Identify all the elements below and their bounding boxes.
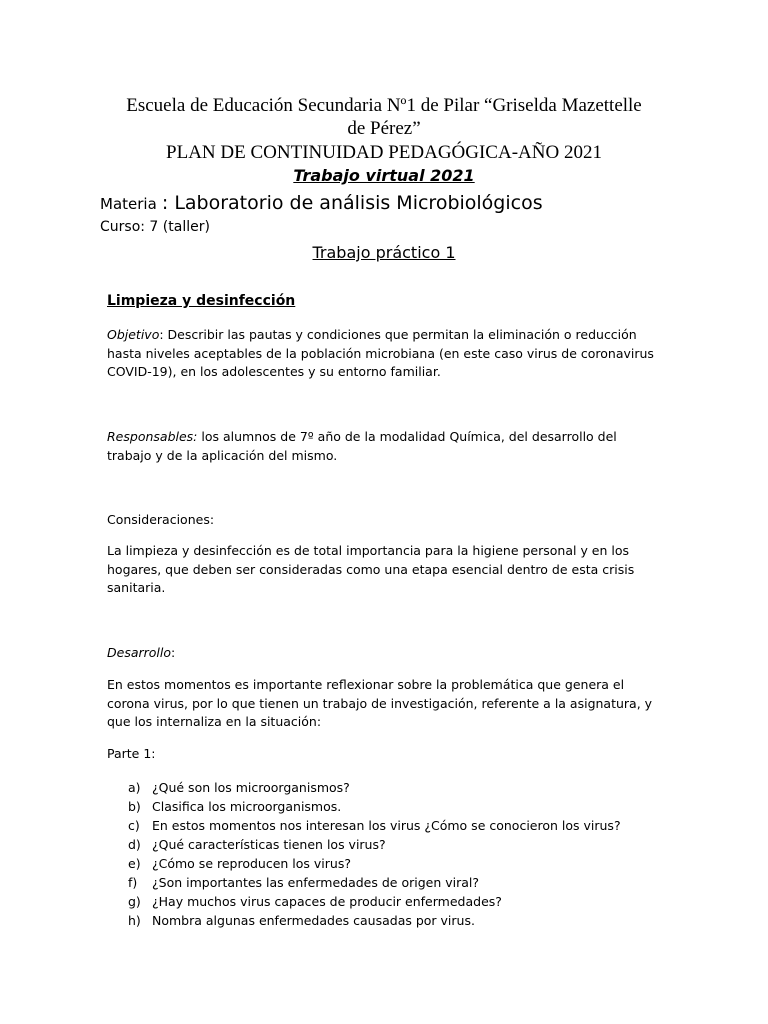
list-marker: e): [128, 856, 141, 871]
school-name-line-1: Escuela de Educación Secundaria Nº1 de Pilar “Griselda Mazettelle: [126, 95, 642, 116]
question-text: ¿Qué son los microorganismos?: [152, 780, 350, 795]
materia-value: : Laboratorio de análisis Microbiológicos: [161, 192, 543, 214]
list-item: [107, 892, 621, 911]
desarrollo-paragraph: En estos momentos es importante reflexionar sobre la problemática que genera el corona virus, por lo que tienen un trabajo de investigación, referente a la asignatura, y que los internaliza en la situación:: [107, 677, 653, 729]
list-marker: g): [128, 894, 141, 909]
list-item: [107, 911, 621, 930]
parte1-label: Parte 1:: [107, 746, 156, 761]
school-name-line-2: de Pérez”: [347, 118, 421, 139]
responsables-label: Responsables:: [107, 429, 198, 444]
materia-label: Materia: [100, 195, 157, 213]
list-item: [107, 816, 621, 835]
list-item: [107, 854, 621, 873]
tp-title: Trabajo práctico 1: [312, 243, 456, 262]
desarrollo-colon: :: [171, 645, 176, 660]
trabajo-virtual-title: Trabajo virtual 2021: [293, 166, 475, 185]
consideraciones-paragraph: La limpieza y desinfección es de total importancia para la higiene personal y en los hogares, que deben ser consideradas como una etapa esencial dentro de esta crisis sanitaria.: [107, 543, 635, 595]
responsables-paragraph: [107, 428, 663, 465]
consideraciones-label: Consideraciones:: [107, 512, 215, 527]
list-marker: h): [128, 913, 141, 928]
list-marker: f): [128, 875, 138, 890]
responsables-text: los alumnos de 7º año de la modalidad Química, del desarrollo del trabajo y de la aplicación del mismo.: [107, 429, 617, 463]
desarrollo-label: Desarrollo: [107, 645, 172, 660]
list-item: [107, 835, 621, 854]
list-marker: a): [128, 780, 141, 795]
section-title: Limpieza y desinfección: [107, 293, 296, 309]
curso-line: Curso: 7 (taller): [100, 219, 210, 235]
list-item: [107, 873, 621, 892]
list-marker: b): [128, 799, 141, 814]
objetivo-paragraph: [107, 326, 663, 382]
question-text: En estos momentos nos interesan los virus ¿Cómo se conocieron los virus?: [152, 818, 621, 833]
list-marker: c): [128, 818, 140, 833]
question-text: ¿Son importantes las enfermedades de origen viral?: [152, 875, 480, 890]
question-text: Nombra algunas enfermedades causadas por virus.: [152, 913, 475, 928]
objetivo-text: : Describir las pautas y condiciones que permitan la eliminación o reducción hasta niveles aceptables de la población microbiana (en este caso virus de coronavirus COVID-19), en los adolescentes y su entorno familiar.: [107, 327, 654, 379]
question-text: Clasifica los microorganismos.: [152, 799, 342, 814]
question-text: ¿Cómo se reproducen los virus?: [152, 856, 351, 871]
questions-list: [107, 778, 621, 930]
objetivo-label: Objetivo: [107, 327, 160, 342]
list-item: [107, 778, 621, 797]
list-marker: d): [128, 837, 141, 852]
list-item: [107, 797, 621, 816]
question-text: ¿Hay muchos virus capaces de producir enfermedades?: [152, 894, 502, 909]
materia-line: [100, 192, 543, 214]
question-text: ¿Qué características tienen los virus?: [152, 837, 386, 852]
plan-title: PLAN DE CONTINUIDAD PEDAGÓGICA-AÑO 2021: [166, 142, 602, 163]
desarrollo-heading: [107, 644, 175, 663]
